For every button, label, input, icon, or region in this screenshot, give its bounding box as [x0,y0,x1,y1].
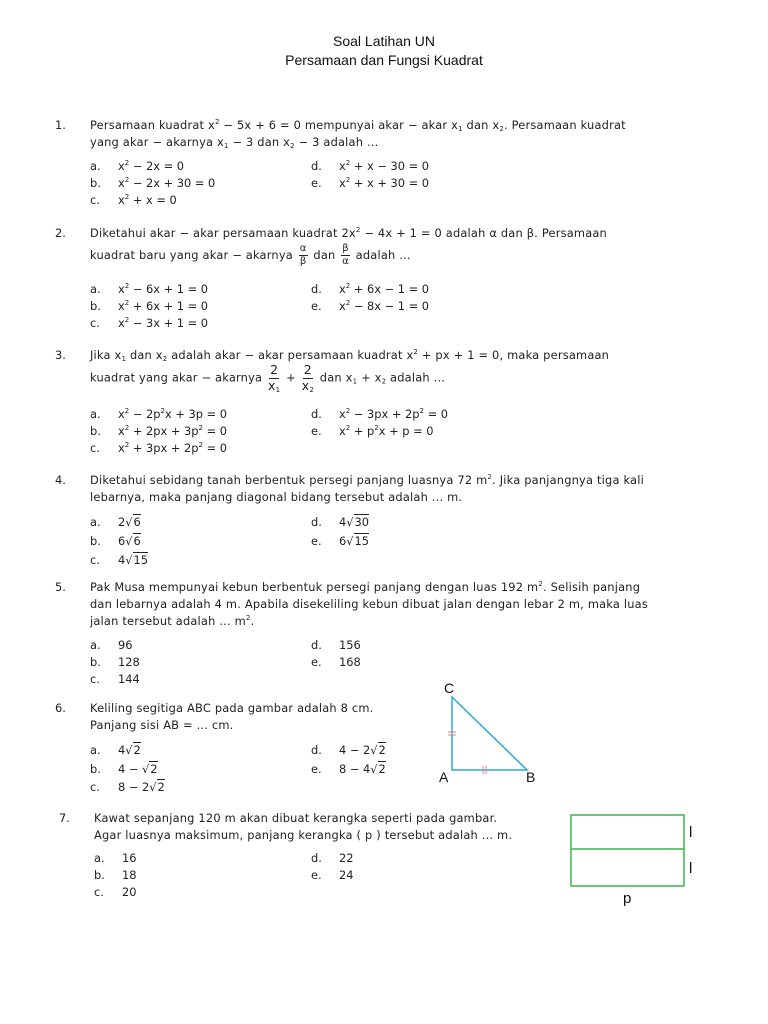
question-5-option-d[interactable]: d. 156 [311,638,361,652]
question-5-option-c[interactable]: c. 144 [90,672,140,686]
question-4-number: 4. [55,473,66,487]
question-1-option-a[interactable]: a. $x^2 - 2x = 0$ [90,159,185,173]
question-5-line-1: Pak Musa mempunyai kebun berbentuk persegi panjang dengan luas 192 $m^2$. Selisih panjang [90,580,641,594]
question-3-option-b[interactable]: b. $x^2 + 2px + 3p^2 = 0$ [90,424,228,438]
question-3-option-c[interactable]: c. $x^2 + 3px + 2p^2 = 0$ [90,441,228,455]
question-4-line-2: lebarnya, maka panjang diagonal bidang tersebut adalah ... m. [90,490,463,504]
question-1-option-c[interactable]: c. $x^2 + x = 0$ [90,193,177,207]
question-3-line-2: kuadrat yang akar − akarnya $\frac{2}{x_1}$ + $\frac{2}{x_2}$ dan $x_1 + x_2$ adalah ... [90,362,446,394]
vertex-b-label: B [526,769,536,785]
question-1-option-e[interactable]: e. $x^2 + x + 30 = 0$ [311,176,430,190]
question-4-option-d[interactable]: d. 4√30 [311,515,370,529]
side-label-l-bottom: l [689,860,693,877]
question-4-option-e[interactable]: e. 6√15 [311,534,370,548]
fraction-2-over-x2: $\frac{2}{x_2}$ [301,362,314,394]
fraction-alpha-over-beta: $\frac{\alpha}{\beta}$ [299,243,307,267]
question-7-option-a[interactable]: a. 16 [94,851,137,865]
wire-frame-figure [568,812,688,890]
question-5-line-2: dan lebarnya adalah 4 m. Apabila disekeliling kebun dibuat jalan dengan lebar 2 m, maka luas [90,597,648,611]
question-7-option-e[interactable]: e. 24 [311,868,354,882]
question-5-number: 5. [55,580,66,594]
question-2-option-b[interactable]: b. $x^2 + 6x + 1 = 0$ [90,299,209,313]
question-7-line-1: Kawat sepanjang 120 m akan dibuat kerangka seperti pada gambar. [94,811,498,825]
question-6-line-1: Keliling segitiga ABC pada gambar adalah 8 cm. [90,701,374,715]
question-2-option-d[interactable]: d. $x^2 + 6x - 1 = 0$ [311,282,430,296]
question-3-option-d[interactable]: d. $x^2 - 3px + 2p^2 = 0$ [311,407,449,421]
question-7-option-b[interactable]: b. 18 [94,868,137,882]
question-3-option-a[interactable]: a. $x^2 - 2p^2x + 3p = 0$ [90,407,227,421]
question-7-number: 7. [59,811,70,825]
question-1-line-2: yang akar − akarnya $x_1 - 3$ dan $x_2 - 3$ adalah ... [90,135,379,150]
question-1-number: 1. [55,118,66,132]
question-1-line-1: Persamaan kuadrat $x^2 - 5x + 6 = 0$ mempunyai akar − akar $x_1$ dan $x_2$. Persamaan kuadrat [90,118,626,133]
question-1-option-d[interactable]: d. $x^2 + x - 30 = 0$ [311,159,430,173]
triangle-abc-shape [452,697,527,770]
question-5-option-a[interactable]: a. 96 [90,638,133,652]
question-6-number: 6. [55,701,66,715]
vertex-c-label: C [444,680,455,696]
question-7-option-d[interactable]: d. 22 [311,851,354,865]
question-6-option-d[interactable]: d. 4 − 2√2 [311,743,386,757]
question-3-line-1: Jika $x_1$ dan $x_2$ adalah akar − akar persamaan kuadrat $x^2$ + px + 1 = 0, maka persamaan [90,348,610,363]
question-4-option-a[interactable]: a. 2√6 [90,515,141,529]
question-5-option-b[interactable]: b. 128 [90,655,140,669]
question-5-line-3: jalan tersebut adalah ... $m^2$. [90,614,255,628]
fraction-2-over-x1: $\frac{2}{x_1}$ [268,362,281,394]
question-5-option-e[interactable]: e. 168 [311,655,361,669]
question-3-option-e[interactable]: e. $x^2 + p^2x + p = 0$ [311,424,434,438]
question-7-line-2: Agar luasnya maksimum, panjang kerangka ( p ) tersebut adalah ... m. [94,828,513,842]
triangle-abc-figure [440,690,550,780]
page-subtitle: Persamaan dan Fungsi Kuadrat [285,52,483,68]
question-2-option-c[interactable]: c. $x^2 - 3x + 1 = 0$ [90,316,209,330]
question-3-number: 3. [55,348,66,362]
question-2-line-2: kuadrat baru yang akar − akarnya $\frac{\alpha}{\beta}$ dan $\frac{\beta}{\alpha}$ adalah ... [90,243,411,267]
question-2-option-a[interactable]: a. $x^2 - 6x + 1 = 0$ [90,282,209,296]
bottom-label-p: p [623,890,632,907]
question-2-option-e[interactable]: e. $x^2 - 8x - 1 = 0$ [311,299,430,313]
question-6-option-e[interactable]: e. 8 − 4√2 [311,762,386,776]
side-label-l-top: l [689,824,693,841]
question-4-line-1: Diketahui sebidang tanah berbentuk persegi panjang luasnya 72 $m^2$. Jika panjangnya tiga kali [90,473,644,487]
question-2-line-1: Diketahui akar − akar persamaan kuadrat $2x^2 - 4x + 1 = 0$ adalah α dan β. Persamaan [90,226,607,240]
question-7-option-c[interactable]: c. 20 [94,885,137,899]
question-6-line-2: Panjang sisi AB = ... cm. [90,718,234,732]
page-title: Soal Latihan UN [333,33,435,49]
question-4-option-c[interactable]: c. 4√15 [90,553,149,567]
fraction-beta-over-alpha: $\frac{\beta}{\alpha}$ [342,243,349,267]
question-4-option-b[interactable]: b. 6√6 [90,534,141,548]
question-6-option-a[interactable]: a. 4√2 [90,743,141,757]
question-6-option-c[interactable]: c. 8 − 2√2 [90,780,165,794]
question-6-option-b[interactable]: b. 4 − √2 [90,762,158,776]
frame-outer-rect [571,815,684,886]
question-1-option-b[interactable]: b. $x^2 - 2x + 30 = 0$ [90,176,216,190]
question-2-number: 2. [55,226,66,240]
vertex-a-label: A [439,769,449,785]
